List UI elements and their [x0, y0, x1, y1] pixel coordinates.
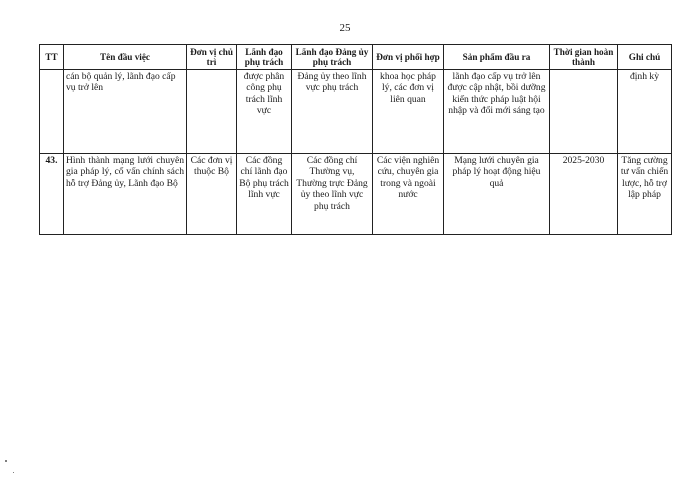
cell-coordinating-unit: khoa học pháp lý, các đơn vị liên quan: [373, 70, 444, 154]
cell-leader-in-charge: Các đồng chí lãnh đạo Bộ phụ trách lĩnh vực: [237, 154, 292, 235]
cell-lead-unit: [187, 70, 237, 154]
cell-timeline: [550, 70, 618, 154]
cell-note: Tăng cường tư vấn chiến lược, hỗ trợ lập pháp: [618, 154, 672, 235]
cell-tt: 43.: [40, 154, 64, 235]
cell-coordinating-unit: Các viện nghiên cứu, chuyên gia trong và ngoài nước: [373, 154, 444, 235]
table-row: [40, 70, 672, 154]
scan-speck: [5, 460, 7, 462]
cell-timeline: 2025-2030: [550, 154, 618, 235]
header-note: Ghi chú: [618, 45, 672, 70]
table-header-row: [40, 45, 672, 70]
header-coordinating-unit: Đơn vị phối hợp: [373, 45, 444, 70]
scan-speck: [13, 472, 14, 473]
header-leader-in-charge: Lãnh đạo phụ trách: [237, 45, 292, 70]
page-number: 25: [339, 22, 351, 34]
cell-output: Mạng lưới chuyên gia pháp lý hoạt động hiệu quả: [444, 154, 550, 235]
table-row: [40, 154, 672, 235]
header-output: Sản phẩm đầu ra: [444, 45, 550, 70]
cell-output: lãnh đạo cấp vụ trở lên được cập nhật, bồi dưỡng kiến thức pháp luật hội nhập và đổi mới sáng tạo: [444, 70, 550, 154]
header-party-leader: Lãnh đạo Đảng ủy phụ trách: [292, 45, 373, 70]
cell-task: Hình thành mạng lưới chuyên gia pháp lý, cố vấn chính sách hỗ trợ Đảng ủy, Lãnh đạo Bộ: [64, 154, 187, 235]
cell-tt: [40, 70, 64, 154]
cell-task: cán bộ quản lý, lãnh đạo cấp vụ trở lên: [64, 70, 187, 154]
cell-party-leader: Các đồng chí Thường vụ, Thường trực Đảng ủy theo lĩnh vực phụ trách: [292, 154, 373, 235]
cell-note: định kỳ: [618, 70, 672, 154]
header-timeline: Thời gian hoàn thành: [550, 45, 618, 70]
cell-leader-in-charge: được phân công phụ trách lĩnh vực: [237, 70, 292, 154]
task-table: [39, 44, 672, 235]
header-tt: TT: [40, 45, 64, 70]
header-lead-unit: Đơn vị chủ trì: [187, 45, 237, 70]
cell-lead-unit: Các đơn vị thuộc Bộ: [187, 154, 237, 235]
header-task: Tên đầu việc: [64, 45, 187, 70]
cell-party-leader: Đảng ủy theo lĩnh vực phụ trách: [292, 70, 373, 154]
